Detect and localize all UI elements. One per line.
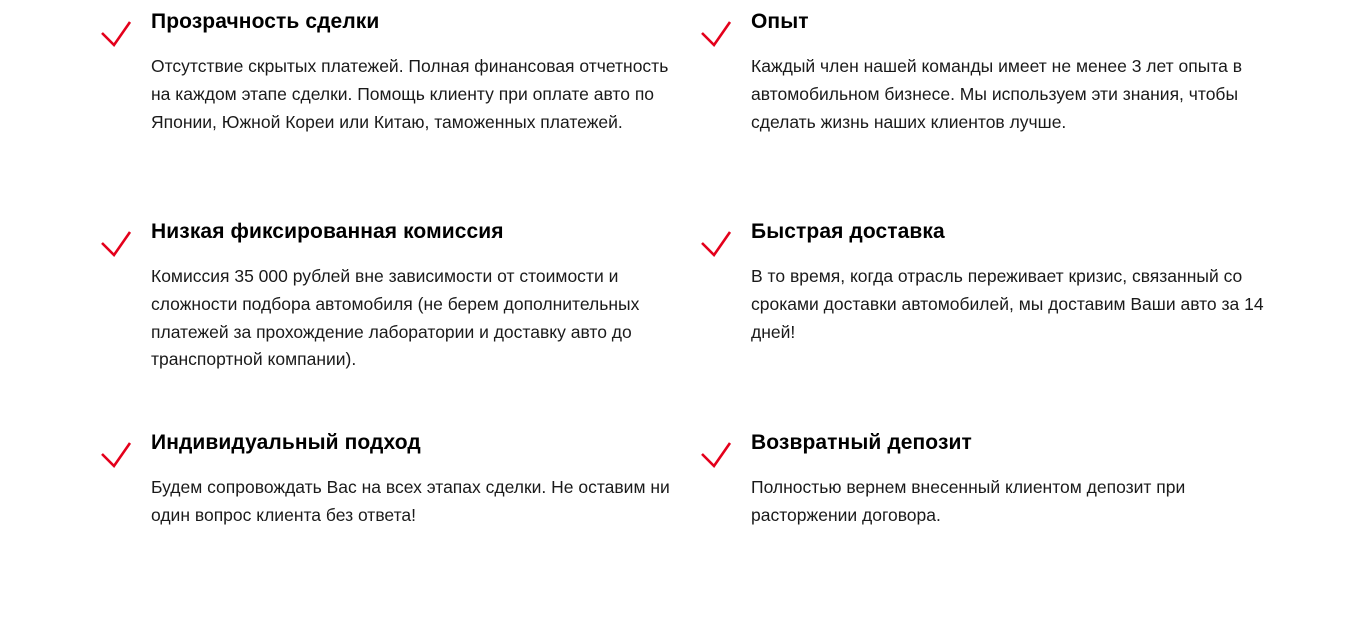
checkmark-icon (700, 20, 732, 48)
feature-description: Комиссия 35 000 рублей вне зависимости от стоимости и сложности подбора автомобиля (не берем дополнительных платежей за прохождение лаборатории и доставку авто до транспортной компании). (151, 266, 640, 370)
checkmark-icon (100, 441, 132, 469)
checkmark-icon (100, 20, 132, 48)
checkmark-icon (700, 441, 732, 469)
feature-low-commission (151, 220, 671, 374)
checkmark-icon (100, 230, 132, 258)
feature-title: Быстрая доставка (751, 220, 945, 243)
feature-description: Каждый член нашей команды имеет не менее 3 лет опыта в автомобильном бизнесе. Мы используем эти знания, чтобы сделать жизнь наших клиентов лучше. (751, 56, 1243, 132)
feature-description: Отсутствие скрытых платежей. Полная финансовая отчетность на каждом этапе сделки. Помощь клиенту при оплате авто по Японии, Южной Кореи или Китаю, таможенных платежей. (151, 56, 669, 132)
feature-title: Индивидуальный подход (151, 431, 421, 454)
checkmark-icon (700, 230, 732, 258)
feature-title: Опыт (751, 10, 809, 33)
feature-individual-approach (151, 431, 671, 530)
feature-fast-delivery (751, 220, 1271, 346)
feature-experience (751, 10, 1271, 136)
feature-title: Прозрачность сделки (151, 10, 380, 33)
feature-description: Полностью вернем внесенный клиентом депозит при расторжении договора. (751, 477, 1186, 525)
feature-description: В то время, когда отрасль переживает кризис, связанный со сроками доставки автомобилей, мы доставим Ваши авто за 14 дней! (751, 266, 1264, 342)
feature-title: Возвратный депозит (751, 431, 972, 454)
feature-title: Низкая фиксированная комиссия (151, 220, 504, 243)
feature-refundable-deposit (751, 431, 1271, 530)
feature-description: Будем сопровождать Вас на всех этапах сделки. Не оставим ни один вопрос клиента без ответа! (151, 477, 670, 525)
feature-transparency (151, 10, 671, 136)
